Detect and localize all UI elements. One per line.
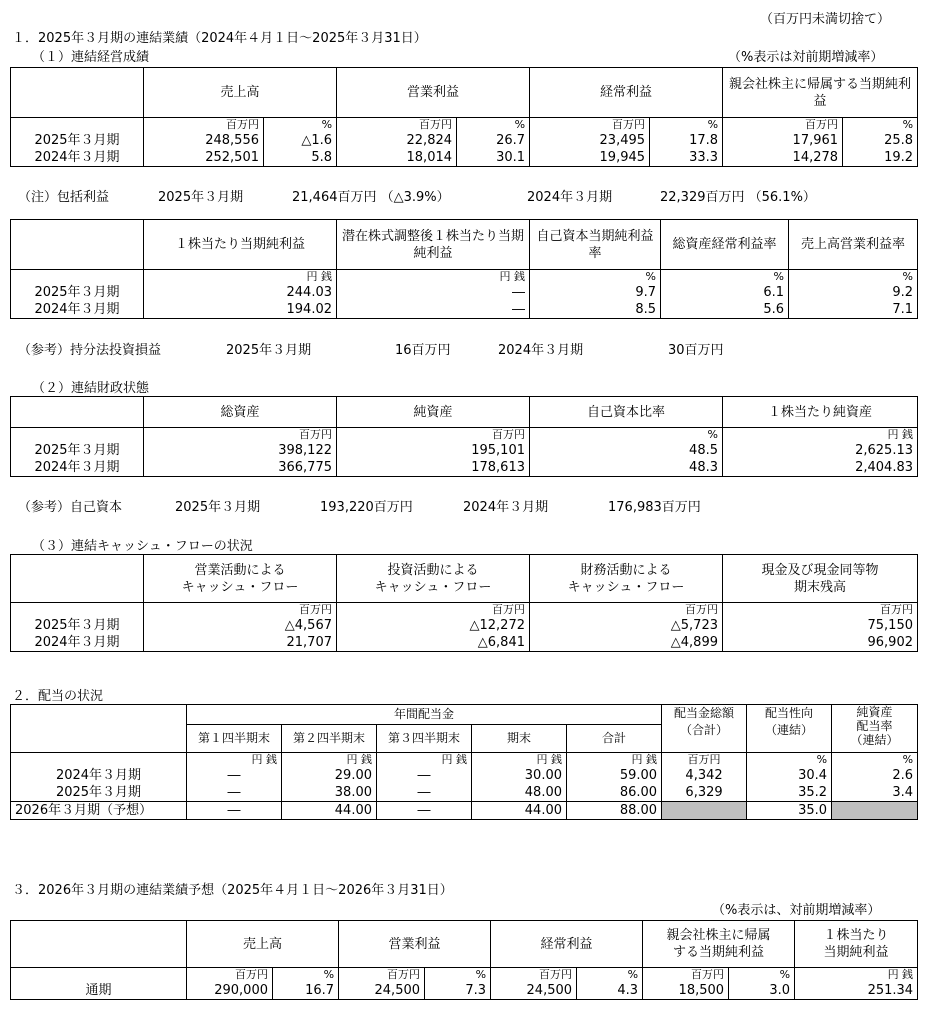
unit-cell: % xyxy=(747,753,832,768)
equity-method-label: （参考）持分法投資損益 xyxy=(18,343,162,358)
unit-cell: 百万円 xyxy=(339,968,425,983)
unit-cell: % xyxy=(577,968,643,983)
unit-cell: 百万円 xyxy=(723,118,843,133)
header-financing-cf: 財務活動による キャッシュ・フロー xyxy=(530,555,723,603)
header-ordinary-income: 経常利益 xyxy=(491,921,643,968)
header-q1: 第１四半期末 xyxy=(187,725,282,753)
table-row: 2024年３月期 21,707 △6,841 △4,899 96,902 xyxy=(11,634,918,652)
section1-sub2-title: （２）連結財政状態 xyxy=(32,381,150,396)
pct-note: （%表示は対前期増減率） xyxy=(728,50,884,65)
note-period-2: 2024年３月期 xyxy=(463,500,549,515)
unit-cell: % xyxy=(832,753,918,768)
header-equity-ratio: 自己資本比率 xyxy=(530,397,723,428)
header-eps: １株当たり当期純利益 xyxy=(144,220,337,270)
unit-cell: % xyxy=(729,968,795,983)
unit-cell: 円 銭 xyxy=(567,753,662,768)
header-ordinary-income: 経常利益 xyxy=(530,68,723,118)
header-payout-ratio: 配当性向 （連結） xyxy=(747,705,832,753)
unit-cell: % xyxy=(457,118,530,133)
section3-title: ３．2026年３月期の連結業績予想（2025年４月１日～2026年３月31日） xyxy=(12,883,453,898)
header-net-income: 親会社株主に帰属する当期純利益 xyxy=(723,68,918,118)
header-doe: 純資産 配当率 （連結） xyxy=(832,705,918,753)
header-sales: 売上高 xyxy=(144,68,337,118)
unit-cell: 円 銭 xyxy=(282,753,377,768)
header-total: 合計 xyxy=(567,725,662,753)
note-value-1: 16百万円 xyxy=(395,343,451,358)
unit-cell: 円 銭 xyxy=(723,428,918,443)
note-period-1: 2025年３月期 xyxy=(175,500,261,515)
equity-ref-label: （参考）自己資本 xyxy=(18,500,123,515)
header-net-assets: 純資産 xyxy=(337,397,530,428)
note-value-2: 22,329百万円 （56.1%） xyxy=(660,190,816,205)
unit-cell: % xyxy=(661,270,789,285)
section1-sub1-title: （１）連結経営成績 xyxy=(32,50,150,65)
header-dividend-total: 配当金総額 （合計） xyxy=(662,705,747,753)
unit-cell: % xyxy=(843,118,918,133)
unit-cell: 百万円 xyxy=(337,603,530,618)
note-value-2: 176,983百万円 xyxy=(608,500,701,515)
dividends-table xyxy=(10,704,918,820)
header-q2: 第２四半期末 xyxy=(282,725,377,753)
unit-cell: 百万円 xyxy=(187,968,273,983)
unit-cell: 百万円 xyxy=(144,428,337,443)
table-row: 2025年３月期 244.03 ― 9.7 6.1 9.2 xyxy=(11,284,918,301)
header-cash-end: 現金及び現金同等物 期末残高 xyxy=(723,555,918,603)
unit-cell: 百万円 xyxy=(662,753,747,768)
cash-flow-table xyxy=(10,554,918,652)
unit-cell: 百万円 xyxy=(491,968,577,983)
unit-cell: % xyxy=(530,270,661,285)
header-roe: 自己資本当期純利益率 xyxy=(530,220,661,270)
note-value-1: 21,464百万円 （△3.9%） xyxy=(292,190,450,205)
table-row: 2024年３月期 ― 29.00 ― 30.00 59.00 4,342 30.4 2.6 xyxy=(11,767,918,784)
section1-sub3-title: （３）連結キャッシュ・フローの状況 xyxy=(32,539,253,554)
unit-cell: 百万円 xyxy=(723,603,918,618)
unit-cell: % xyxy=(425,968,491,983)
note-value-1: 193,220百万円 xyxy=(320,500,413,515)
financial-position-table xyxy=(10,396,918,477)
note-period-2: 2024年３月期 xyxy=(498,343,584,358)
table-row: 2025年３月期 △4,567 △12,272 △5,723 75,150 xyxy=(11,617,918,634)
header-net-income: 親会社株主に帰属 する当期純利益 xyxy=(643,921,795,968)
unit-cell: 百万円 xyxy=(144,118,264,133)
section1-title: １．2025年３月期の連結業績（2024年４月１日～2025年３月31日） xyxy=(12,31,427,46)
unit-cell: 円 銭 xyxy=(337,270,530,285)
corner-cell xyxy=(11,68,144,118)
unit-cell: 百万円 xyxy=(530,603,723,618)
header-eps: １株当たり 当期純利益 xyxy=(795,921,918,968)
comprehensive-income-label: （注）包括利益 xyxy=(18,190,110,205)
note-period-2: 2024年３月期 xyxy=(527,190,613,205)
unit-cell: % xyxy=(273,968,339,983)
pct-note-forecast: （%表示は、対前期増減率） xyxy=(712,903,881,918)
unit-cell: 百万円 xyxy=(337,428,530,443)
unit-cell: 円 銭 xyxy=(187,753,282,768)
table-row: 通期 290,000 16.7 24,500 7.3 24,500 4.3 18,500 3.0 251.34 xyxy=(11,982,918,1000)
header-total-assets: 総資産 xyxy=(144,397,337,428)
table-row: 2025年３月期 398,122 195,101 48.5 2,625.13 xyxy=(11,442,918,459)
section2-title: ２．配当の状況 xyxy=(12,689,104,704)
header-sales: 売上高 xyxy=(187,921,339,968)
unit-cell: 円 銭 xyxy=(377,753,472,768)
table-row: 2024年３月期 252,501 5.8 18,014 30.1 19,945 33.3 14,278 19.2 xyxy=(11,149,918,167)
unit-cell: % xyxy=(789,270,918,285)
unit-cell: % xyxy=(530,428,723,443)
table-row-forecast: 2026年３月期（予想） ― 44.00 ― 44.00 88.00 35.0 xyxy=(11,802,918,820)
operating-results-table xyxy=(10,67,918,167)
header-investing-cf: 投資活動による キャッシュ・フロー xyxy=(337,555,530,603)
forecast-table xyxy=(10,920,918,1000)
header-bps: １株当たり純資産 xyxy=(723,397,918,428)
table-row: 2024年３月期 194.02 ― 8.5 5.6 7.1 xyxy=(11,301,918,319)
note-period-1: 2025年３月期 xyxy=(158,190,244,205)
unit-cell: 百万円 xyxy=(530,118,650,133)
shaded-cell xyxy=(832,802,918,820)
table-row: 2025年３月期 ― 38.00 ― 48.00 86.00 6,329 35.2 3.4 xyxy=(11,784,918,802)
header-diluted-eps: 潜在株式調整後１株当たり当期純利益 xyxy=(337,220,530,270)
table-row: 2025年３月期 248,556 △1.6 22,824 26.7 23,495 17.8 17,961 25.8 xyxy=(11,132,918,149)
unit-cell: 百万円 xyxy=(337,118,457,133)
unit-cell: % xyxy=(264,118,337,133)
header-roa: 総資産経常利益率 xyxy=(661,220,789,270)
header-year-end: 期末 xyxy=(472,725,567,753)
unit-cell: % xyxy=(650,118,723,133)
header-operating-cf: 営業活動による キャッシュ・フロー xyxy=(144,555,337,603)
unit-cell: 円 銭 xyxy=(472,753,567,768)
unit-cell: 円 銭 xyxy=(144,270,337,285)
header-operating-income: 営業利益 xyxy=(337,68,530,118)
shaded-cell xyxy=(662,802,747,820)
unit-cell: 円 銭 xyxy=(795,968,918,983)
note-value-2: 30百万円 xyxy=(668,343,724,358)
header-operating-income: 営業利益 xyxy=(339,921,491,968)
unit-cell: 百万円 xyxy=(144,603,337,618)
header-q3: 第３四半期末 xyxy=(377,725,472,753)
unit-note: （百万円未満切捨て） xyxy=(760,12,891,27)
note-period-1: 2025年３月期 xyxy=(226,343,312,358)
table-row: 2024年３月期 366,775 178,613 48.3 2,404.83 xyxy=(11,459,918,477)
per-share-table xyxy=(10,219,918,319)
header-annual-dividend: 年間配当金 xyxy=(187,705,662,725)
header-op-margin: 売上高営業利益率 xyxy=(789,220,918,270)
unit-cell: 百万円 xyxy=(643,968,729,983)
